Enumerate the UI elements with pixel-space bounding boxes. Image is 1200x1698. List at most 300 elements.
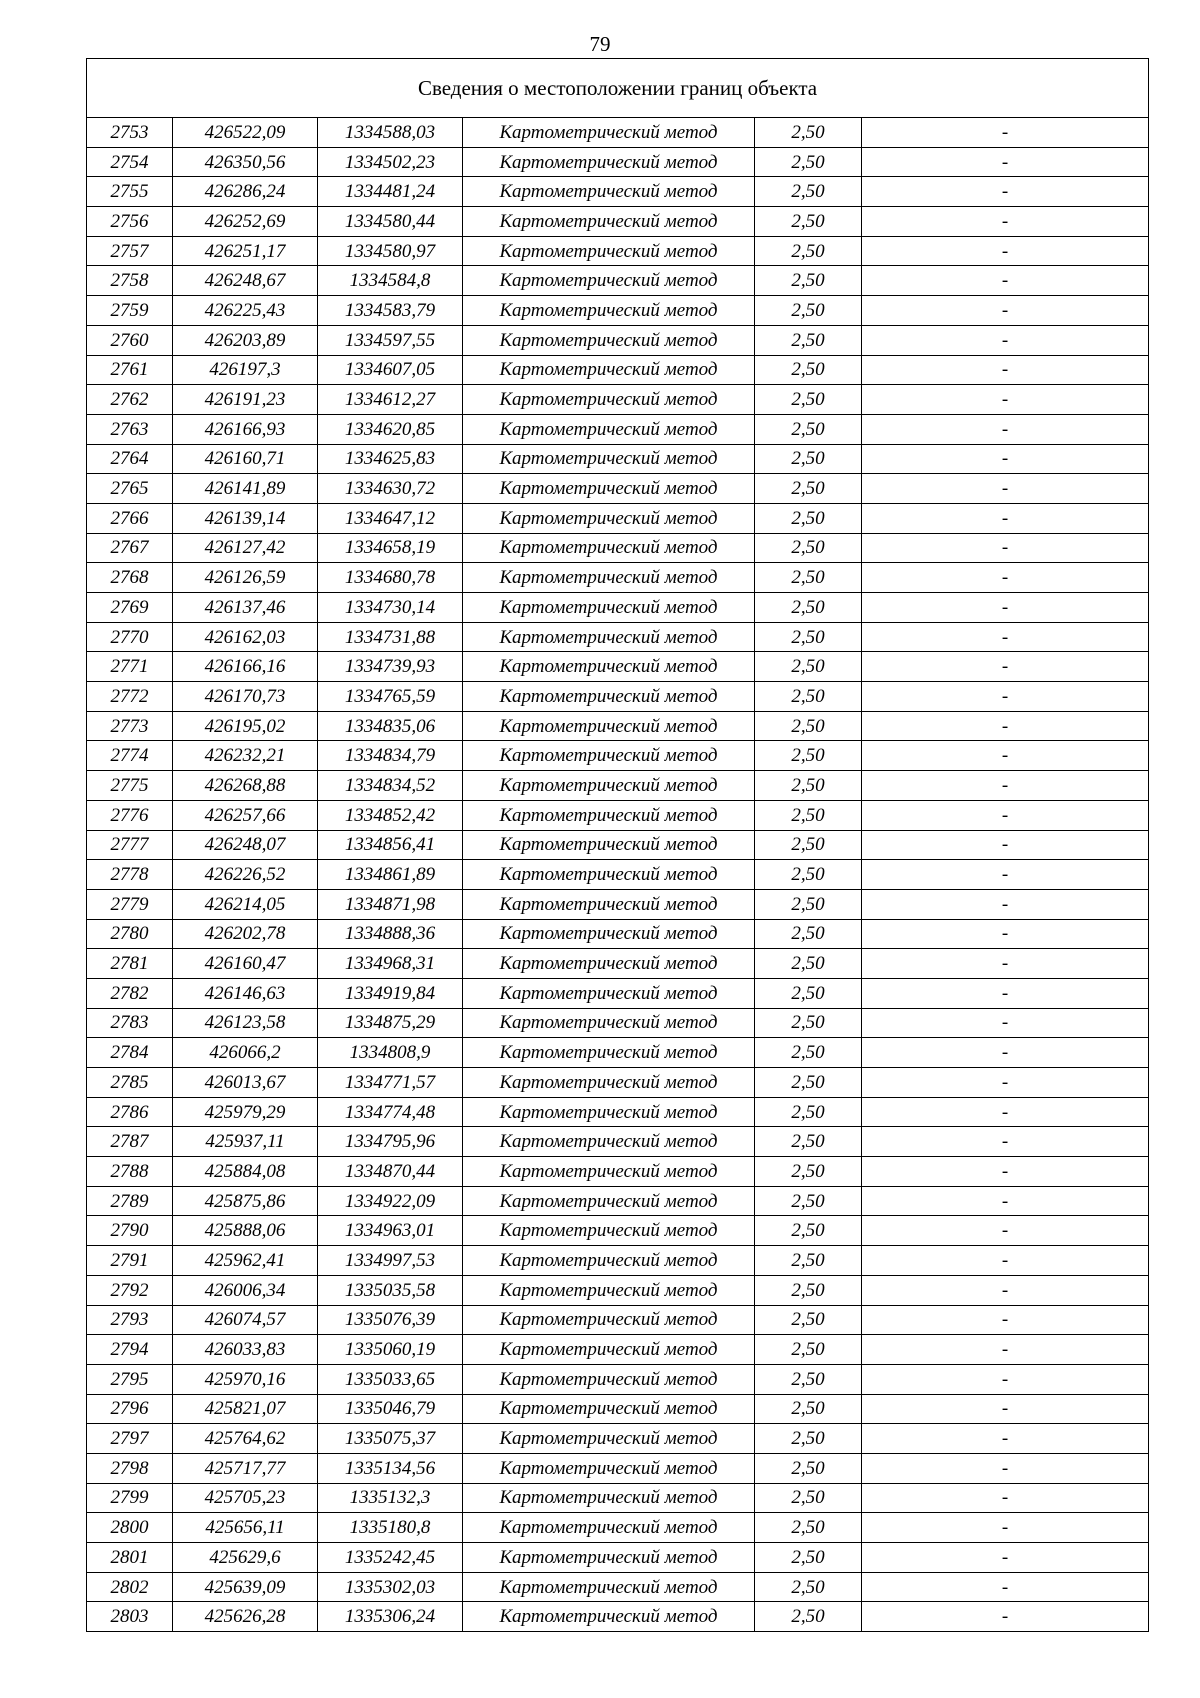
point-number-cell: 2760 <box>87 325 173 355</box>
x-coordinate-cell: 425937,11 <box>173 1127 318 1157</box>
accuracy-cell: 2,50 <box>755 147 862 177</box>
method-cell: Картометрический метод <box>463 682 755 712</box>
extra-cell: - <box>862 741 1149 771</box>
table-row <box>87 1127 1149 1157</box>
method-cell: Картометрический метод <box>463 1424 755 1454</box>
method-cell: Картометрический метод <box>463 1127 755 1157</box>
table-row <box>87 177 1149 207</box>
accuracy-cell: 2,50 <box>755 325 862 355</box>
y-coordinate-cell: 1334583,79 <box>318 296 463 326</box>
accuracy-cell: 2,50 <box>755 1305 862 1335</box>
accuracy-cell: 2,50 <box>755 1364 862 1394</box>
x-coordinate-cell: 426252,69 <box>173 207 318 237</box>
point-number-cell: 2801 <box>87 1543 173 1573</box>
method-cell: Картометрический метод <box>463 177 755 207</box>
table-row <box>87 741 1149 771</box>
table-row <box>87 593 1149 623</box>
extra-cell: - <box>862 385 1149 415</box>
accuracy-cell: 2,50 <box>755 1513 862 1543</box>
y-coordinate-cell: 1334731,88 <box>318 622 463 652</box>
table-row <box>87 1335 1149 1365</box>
extra-cell: - <box>862 207 1149 237</box>
x-coordinate-cell: 426522,09 <box>173 118 318 148</box>
y-coordinate-cell: 1334808,9 <box>318 1038 463 1068</box>
extra-cell: - <box>862 236 1149 266</box>
y-coordinate-cell: 1334580,97 <box>318 236 463 266</box>
table-row <box>87 147 1149 177</box>
table-row <box>87 444 1149 474</box>
x-coordinate-cell: 425656,11 <box>173 1513 318 1543</box>
y-coordinate-cell: 1334963,01 <box>318 1216 463 1246</box>
method-cell: Картометрический метод <box>463 1572 755 1602</box>
y-coordinate-cell: 1334774,48 <box>318 1097 463 1127</box>
accuracy-cell: 2,50 <box>755 711 862 741</box>
table-row <box>87 800 1149 830</box>
y-coordinate-cell: 1334871,98 <box>318 889 463 919</box>
y-coordinate-cell: 1334835,06 <box>318 711 463 741</box>
y-coordinate-cell: 1334739,93 <box>318 652 463 682</box>
y-coordinate-cell: 1334658,19 <box>318 533 463 563</box>
accuracy-cell: 2,50 <box>755 1602 862 1632</box>
point-number-cell: 2757 <box>87 236 173 266</box>
point-number-cell: 2787 <box>87 1127 173 1157</box>
table-row <box>87 236 1149 266</box>
accuracy-cell: 2,50 <box>755 800 862 830</box>
method-cell: Картометрический метод <box>463 1335 755 1365</box>
x-coordinate-cell: 425875,86 <box>173 1186 318 1216</box>
extra-cell: - <box>862 622 1149 652</box>
point-number-cell: 2759 <box>87 296 173 326</box>
method-cell: Картометрический метод <box>463 1097 755 1127</box>
point-number-cell: 2788 <box>87 1157 173 1187</box>
extra-cell: - <box>862 1572 1149 1602</box>
table-row <box>87 1602 1149 1632</box>
extra-cell: - <box>862 1008 1149 1038</box>
extra-cell: - <box>862 1275 1149 1305</box>
method-cell: Картометрический метод <box>463 533 755 563</box>
table-row <box>87 919 1149 949</box>
table-row <box>87 771 1149 801</box>
accuracy-cell: 2,50 <box>755 652 862 682</box>
table-row <box>87 860 1149 890</box>
method-cell: Картометрический метод <box>463 919 755 949</box>
y-coordinate-cell: 1335075,37 <box>318 1424 463 1454</box>
extra-cell: - <box>862 1216 1149 1246</box>
extra-cell: - <box>862 177 1149 207</box>
extra-cell: - <box>862 1513 1149 1543</box>
table-row <box>87 1453 1149 1483</box>
method-cell: Картометрический метод <box>463 355 755 385</box>
extra-cell: - <box>862 711 1149 741</box>
x-coordinate-cell: 426160,71 <box>173 444 318 474</box>
extra-cell: - <box>862 1453 1149 1483</box>
point-number-cell: 2775 <box>87 771 173 801</box>
point-number-cell: 2786 <box>87 1097 173 1127</box>
point-number-cell: 2772 <box>87 682 173 712</box>
method-cell: Картометрический метод <box>463 711 755 741</box>
accuracy-cell: 2,50 <box>755 1038 862 1068</box>
table-row <box>87 355 1149 385</box>
accuracy-cell: 2,50 <box>755 949 862 979</box>
table-row <box>87 1364 1149 1394</box>
x-coordinate-cell: 426006,34 <box>173 1275 318 1305</box>
extra-cell: - <box>862 444 1149 474</box>
point-number-cell: 2773 <box>87 711 173 741</box>
point-number-cell: 2791 <box>87 1246 173 1276</box>
point-number-cell: 2763 <box>87 414 173 444</box>
table-row <box>87 1038 1149 1068</box>
method-cell: Картометрический метод <box>463 474 755 504</box>
method-cell: Картометрический метод <box>463 147 755 177</box>
x-coordinate-cell: 425705,23 <box>173 1483 318 1513</box>
point-number-cell: 2758 <box>87 266 173 296</box>
extra-cell: - <box>862 533 1149 563</box>
accuracy-cell: 2,50 <box>755 1008 862 1038</box>
method-cell: Картометрический метод <box>463 563 755 593</box>
accuracy-cell: 2,50 <box>755 503 862 533</box>
extra-cell: - <box>862 682 1149 712</box>
accuracy-cell: 2,50 <box>755 266 862 296</box>
point-number-cell: 2800 <box>87 1513 173 1543</box>
point-number-cell: 2755 <box>87 177 173 207</box>
method-cell: Картометрический метод <box>463 593 755 623</box>
y-coordinate-cell: 1334620,85 <box>318 414 463 444</box>
extra-cell: - <box>862 978 1149 1008</box>
x-coordinate-cell: 426202,78 <box>173 919 318 949</box>
point-number-cell: 2798 <box>87 1453 173 1483</box>
y-coordinate-cell: 1334730,14 <box>318 593 463 623</box>
extra-cell: - <box>862 1394 1149 1424</box>
method-cell: Картометрический метод <box>463 1038 755 1068</box>
y-coordinate-cell: 1335046,79 <box>318 1394 463 1424</box>
x-coordinate-cell: 426257,66 <box>173 800 318 830</box>
method-cell: Картометрический метод <box>463 889 755 919</box>
point-number-cell: 2765 <box>87 474 173 504</box>
table-row <box>87 1186 1149 1216</box>
y-coordinate-cell: 1334588,03 <box>318 118 463 148</box>
accuracy-cell: 2,50 <box>755 474 862 504</box>
point-number-cell: 2767 <box>87 533 173 563</box>
x-coordinate-cell: 426251,17 <box>173 236 318 266</box>
table-row <box>87 1483 1149 1513</box>
table-row <box>87 682 1149 712</box>
point-number-cell: 2756 <box>87 207 173 237</box>
extra-cell: - <box>862 800 1149 830</box>
table-row <box>87 622 1149 652</box>
table-row <box>87 414 1149 444</box>
method-cell: Картометрический метод <box>463 949 755 979</box>
method-cell: Картометрический метод <box>463 978 755 1008</box>
table-row <box>87 533 1149 563</box>
accuracy-cell: 2,50 <box>755 622 862 652</box>
table-row <box>87 1305 1149 1335</box>
extra-cell: - <box>862 503 1149 533</box>
y-coordinate-cell: 1334481,24 <box>318 177 463 207</box>
x-coordinate-cell: 426197,3 <box>173 355 318 385</box>
x-coordinate-cell: 426195,02 <box>173 711 318 741</box>
method-cell: Картометрический метод <box>463 741 755 771</box>
accuracy-cell: 2,50 <box>755 118 862 148</box>
accuracy-cell: 2,50 <box>755 236 862 266</box>
extra-cell: - <box>862 474 1149 504</box>
y-coordinate-cell: 1334968,31 <box>318 949 463 979</box>
y-coordinate-cell: 1335306,24 <box>318 1602 463 1632</box>
y-coordinate-cell: 1335134,56 <box>318 1453 463 1483</box>
table-row <box>87 1275 1149 1305</box>
table-row <box>87 652 1149 682</box>
extra-cell: - <box>862 118 1149 148</box>
extra-cell: - <box>862 1186 1149 1216</box>
x-coordinate-cell: 426066,2 <box>173 1038 318 1068</box>
x-coordinate-cell: 426232,21 <box>173 741 318 771</box>
table-row <box>87 207 1149 237</box>
point-number-cell: 2754 <box>87 147 173 177</box>
accuracy-cell: 2,50 <box>755 1127 862 1157</box>
accuracy-cell: 2,50 <box>755 1394 862 1424</box>
point-number-cell: 2753 <box>87 118 173 148</box>
x-coordinate-cell: 425970,16 <box>173 1364 318 1394</box>
method-cell: Картометрический метод <box>463 1216 755 1246</box>
point-number-cell: 2792 <box>87 1275 173 1305</box>
y-coordinate-cell: 1335132,3 <box>318 1483 463 1513</box>
y-coordinate-cell: 1334612,27 <box>318 385 463 415</box>
accuracy-cell: 2,50 <box>755 1543 862 1573</box>
table-row <box>87 1157 1149 1187</box>
point-number-cell: 2793 <box>87 1305 173 1335</box>
table-row <box>87 385 1149 415</box>
x-coordinate-cell: 425626,28 <box>173 1602 318 1632</box>
x-coordinate-cell: 426248,67 <box>173 266 318 296</box>
table-title-row <box>87 59 1149 118</box>
extra-cell: - <box>862 593 1149 623</box>
method-cell: Картометрический метод <box>463 1602 755 1632</box>
extra-cell: - <box>862 919 1149 949</box>
accuracy-cell: 2,50 <box>755 1335 862 1365</box>
extra-cell: - <box>862 1038 1149 1068</box>
y-coordinate-cell: 1334607,05 <box>318 355 463 385</box>
x-coordinate-cell: 425639,09 <box>173 1572 318 1602</box>
table-row <box>87 266 1149 296</box>
accuracy-cell: 2,50 <box>755 682 862 712</box>
point-number-cell: 2776 <box>87 800 173 830</box>
method-cell: Картометрический метод <box>463 266 755 296</box>
x-coordinate-cell: 426268,88 <box>173 771 318 801</box>
table-row <box>87 830 1149 860</box>
extra-cell: - <box>862 771 1149 801</box>
y-coordinate-cell: 1334834,79 <box>318 741 463 771</box>
method-cell: Картометрический метод <box>463 1483 755 1513</box>
extra-cell: - <box>862 1305 1149 1335</box>
x-coordinate-cell: 426123,58 <box>173 1008 318 1038</box>
accuracy-cell: 2,50 <box>755 1453 862 1483</box>
x-coordinate-cell: 426127,42 <box>173 533 318 563</box>
x-coordinate-cell: 426160,47 <box>173 949 318 979</box>
accuracy-cell: 2,50 <box>755 533 862 563</box>
extra-cell: - <box>862 1157 1149 1187</box>
x-coordinate-cell: 426170,73 <box>173 682 318 712</box>
table-row <box>87 889 1149 919</box>
method-cell: Картометрический метод <box>463 1157 755 1187</box>
point-number-cell: 2764 <box>87 444 173 474</box>
point-number-cell: 2766 <box>87 503 173 533</box>
extra-cell: - <box>862 1602 1149 1632</box>
x-coordinate-cell: 426350,56 <box>173 147 318 177</box>
method-cell: Картометрический метод <box>463 444 755 474</box>
y-coordinate-cell: 1335302,03 <box>318 1572 463 1602</box>
method-cell: Картометрический метод <box>463 800 755 830</box>
method-cell: Картометрический метод <box>463 207 755 237</box>
table-title: Сведения о местоположении границ объекта <box>87 59 1149 118</box>
point-number-cell: 2771 <box>87 652 173 682</box>
point-number-cell: 2779 <box>87 889 173 919</box>
extra-cell: - <box>862 266 1149 296</box>
accuracy-cell: 2,50 <box>755 1572 862 1602</box>
y-coordinate-cell: 1334922,09 <box>318 1186 463 1216</box>
y-coordinate-cell: 1334771,57 <box>318 1068 463 1098</box>
table-row <box>87 325 1149 355</box>
point-number-cell: 2790 <box>87 1216 173 1246</box>
accuracy-cell: 2,50 <box>755 1424 862 1454</box>
y-coordinate-cell: 1334861,89 <box>318 860 463 890</box>
x-coordinate-cell: 426139,14 <box>173 503 318 533</box>
accuracy-cell: 2,50 <box>755 563 862 593</box>
extra-cell: - <box>862 652 1149 682</box>
accuracy-cell: 2,50 <box>755 919 862 949</box>
method-cell: Картометрический метод <box>463 771 755 801</box>
accuracy-cell: 2,50 <box>755 444 862 474</box>
x-coordinate-cell: 426191,23 <box>173 385 318 415</box>
point-number-cell: 2774 <box>87 741 173 771</box>
table-row <box>87 1572 1149 1602</box>
x-coordinate-cell: 426286,24 <box>173 177 318 207</box>
method-cell: Картометрический метод <box>463 860 755 890</box>
x-coordinate-cell: 426146,63 <box>173 978 318 1008</box>
accuracy-cell: 2,50 <box>755 978 862 1008</box>
accuracy-cell: 2,50 <box>755 1483 862 1513</box>
method-cell: Картометрический метод <box>463 1305 755 1335</box>
extra-cell: - <box>862 296 1149 326</box>
point-number-cell: 2761 <box>87 355 173 385</box>
table-row <box>87 978 1149 1008</box>
y-coordinate-cell: 1334795,96 <box>318 1127 463 1157</box>
accuracy-cell: 2,50 <box>755 771 862 801</box>
point-number-cell: 2785 <box>87 1068 173 1098</box>
boundary-table-body <box>87 59 1149 1632</box>
accuracy-cell: 2,50 <box>755 1157 862 1187</box>
y-coordinate-cell: 1334584,8 <box>318 266 463 296</box>
table-row <box>87 1216 1149 1246</box>
method-cell: Картометрический метод <box>463 1275 755 1305</box>
point-number-cell: 2799 <box>87 1483 173 1513</box>
method-cell: Картометрический метод <box>463 1364 755 1394</box>
y-coordinate-cell: 1334625,83 <box>318 444 463 474</box>
extra-cell: - <box>862 1068 1149 1098</box>
table-row <box>87 1008 1149 1038</box>
extra-cell: - <box>862 1127 1149 1157</box>
accuracy-cell: 2,50 <box>755 296 862 326</box>
accuracy-cell: 2,50 <box>755 1275 862 1305</box>
extra-cell: - <box>862 563 1149 593</box>
x-coordinate-cell: 426166,16 <box>173 652 318 682</box>
y-coordinate-cell: 1334680,78 <box>318 563 463 593</box>
point-number-cell: 2794 <box>87 1335 173 1365</box>
accuracy-cell: 2,50 <box>755 1097 862 1127</box>
accuracy-cell: 2,50 <box>755 1216 862 1246</box>
x-coordinate-cell: 426033,83 <box>173 1335 318 1365</box>
accuracy-cell: 2,50 <box>755 355 862 385</box>
page-number: 79 <box>589 32 611 56</box>
accuracy-cell: 2,50 <box>755 1246 862 1276</box>
table-row <box>87 118 1149 148</box>
accuracy-cell: 2,50 <box>755 385 862 415</box>
x-coordinate-cell: 426126,59 <box>173 563 318 593</box>
y-coordinate-cell: 1334852,42 <box>318 800 463 830</box>
boundary-table <box>86 58 1149 1632</box>
y-coordinate-cell: 1335060,19 <box>318 1335 463 1365</box>
method-cell: Картометрический метод <box>463 385 755 415</box>
method-cell: Картометрический метод <box>463 296 755 326</box>
table-row <box>87 296 1149 326</box>
accuracy-cell: 2,50 <box>755 207 862 237</box>
extra-cell: - <box>862 1097 1149 1127</box>
x-coordinate-cell: 426203,89 <box>173 325 318 355</box>
table-row <box>87 1424 1149 1454</box>
point-number-cell: 2803 <box>87 1602 173 1632</box>
method-cell: Картометрический метод <box>463 652 755 682</box>
y-coordinate-cell: 1334647,12 <box>318 503 463 533</box>
x-coordinate-cell: 426141,89 <box>173 474 318 504</box>
extra-cell: - <box>862 355 1149 385</box>
x-coordinate-cell: 425717,77 <box>173 1453 318 1483</box>
x-coordinate-cell: 425884,08 <box>173 1157 318 1187</box>
accuracy-cell: 2,50 <box>755 741 862 771</box>
table-row <box>87 1394 1149 1424</box>
table-row <box>87 563 1149 593</box>
accuracy-cell: 2,50 <box>755 414 862 444</box>
method-cell: Картометрический метод <box>463 1008 755 1038</box>
extra-cell: - <box>862 949 1149 979</box>
table-row <box>87 1097 1149 1127</box>
y-coordinate-cell: 1335076,39 <box>318 1305 463 1335</box>
extra-cell: - <box>862 1335 1149 1365</box>
table-row <box>87 474 1149 504</box>
extra-cell: - <box>862 1246 1149 1276</box>
x-coordinate-cell: 425764,62 <box>173 1424 318 1454</box>
x-coordinate-cell: 425962,41 <box>173 1246 318 1276</box>
y-coordinate-cell: 1334888,36 <box>318 919 463 949</box>
x-coordinate-cell: 426162,03 <box>173 622 318 652</box>
point-number-cell: 2770 <box>87 622 173 652</box>
y-coordinate-cell: 1334856,41 <box>318 830 463 860</box>
y-coordinate-cell: 1335242,45 <box>318 1543 463 1573</box>
accuracy-cell: 2,50 <box>755 177 862 207</box>
point-number-cell: 2781 <box>87 949 173 979</box>
accuracy-cell: 2,50 <box>755 593 862 623</box>
y-coordinate-cell: 1334765,59 <box>318 682 463 712</box>
accuracy-cell: 2,50 <box>755 860 862 890</box>
point-number-cell: 2762 <box>87 385 173 415</box>
y-coordinate-cell: 1334997,53 <box>318 1246 463 1276</box>
x-coordinate-cell: 425629,6 <box>173 1543 318 1573</box>
accuracy-cell: 2,50 <box>755 889 862 919</box>
y-coordinate-cell: 1334630,72 <box>318 474 463 504</box>
point-number-cell: 2797 <box>87 1424 173 1454</box>
extra-cell: - <box>862 1364 1149 1394</box>
point-number-cell: 2777 <box>87 830 173 860</box>
extra-cell: - <box>862 1543 1149 1573</box>
y-coordinate-cell: 1335180,8 <box>318 1513 463 1543</box>
accuracy-cell: 2,50 <box>755 830 862 860</box>
